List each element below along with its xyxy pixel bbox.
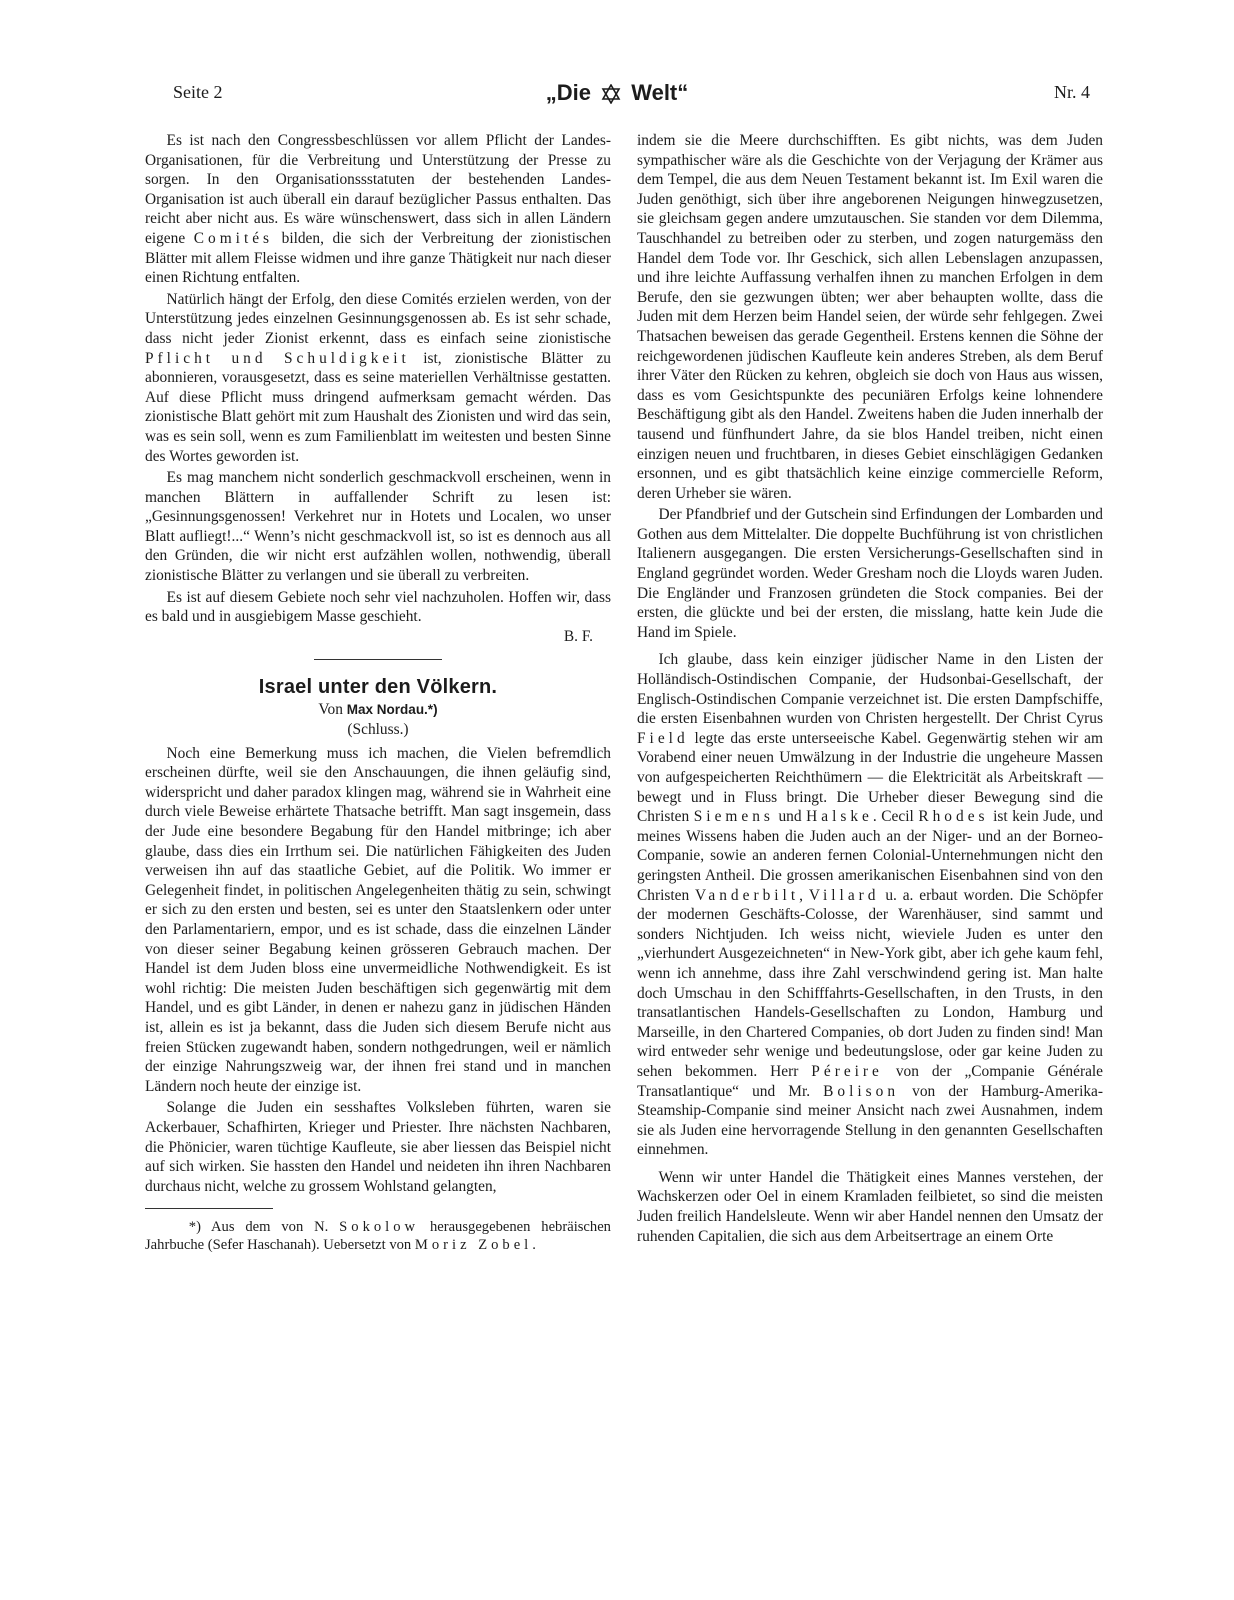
- author-initials: B. F.: [563, 627, 593, 645]
- paragraph: Wenn wir unter Handel die Thätigkeit eines Mannes verstehen, der Wachskerzen oder Oel in einem Kramladen feilbietet, so sind die meisten Juden freilich Handelsleute. Wenn wir aber Handel nennen den Umsatz der ruhenden Capitalien, die sich aus dem Arbeitsertrage an einem Orte: [637, 1168, 1103, 1245]
- paragraph: Noch eine Bemerkung muss ich machen, die Vielen befremdlich erscheinen dürfte, weil sie den Anschauungen, die ihnen geläufig sind, widerspricht und daher paradox klingen mag, während sie in Wahrheit eine durch viele Beweise erhärtete Thatsache betrifft. Man sagt insgemein, dass der Jude eine besondere Begabung für den Handel mitbringe; ich aber glaube, dass dies ein Irrthum sei. Die natürlichen Fähigkeiten des Juden verweisen ihn auf das staatliche Gebiet, auf die Politik. Wo immer er Gelegenheit findet, in politischen Angelegenheiten thätig zu sein, schwingt er sich zu den ersten und besten, sei es unter den Staatslenkern oder unter den Parlamentariern, empor, und es ist schade, dass die einzelnen Länder von dieser seiner Begabung keinen grösseren Gebrauch machen. Der Handel ist dem Juden bloss eine unvermeidliche Nothwendigkeit. Es ist wohl richtig: Die meisten Juden beschäftigen sich gegenwärtig mit dem Handel, und es gibt Länder, in denen er nahezu ganz in jüdischen Händen ist, allein es ist ja bekannt, dass die Juden sich diesem Berufe nicht aus freien Stücken zugewandt haben, sondern nothgedrungen, weil er nämlich der einzige Nahrungszweig war, der ihnen frei stand und in manchen Ländern noch heute der einzige ist.: [145, 744, 611, 1095]
- issue-number: Nr. 4: [1054, 82, 1090, 102]
- paragraph: Es mag manchem nicht sonderlich geschmackvoll erscheinen, wenn in manchen Blättern in auffallender Schrift zu lesen ist: „Gesinnungsgenossen! Verkehret nur in Hotets und Localen, wo unser Blatt aufliegt!...“ Wenn’s nicht geschmackvoll ist, so ist es dennoch aus all den Gründen, die wir nicht erst aufzählen wollen, nothwendig, überall zionistische Blätter zu verlangen und sie überall zu verbreiten.: [145, 469, 611, 585]
- masthead-title-left: „Die: [545, 80, 591, 105]
- continuation-note: (Schluss.): [347, 721, 409, 739]
- author-initials-row: [145, 627, 611, 647]
- spaced-word: Comités: [193, 229, 274, 247]
- paragraph: Es ist nach den Congressbeschlüssen vor allem Pflicht der Landes-Organisationen, für die Verbreitung und Unterstützung der Presse zu sorgen. In den Organisationssstatuten der bestehenden Landes-Organisation ist auch überall ein darauf bezüglicher Passus enthalten. Das reicht aber nicht aus. Es wäre wünschenswert, dass sich in allen Ländern eigene Comités bilden, die sich der Verbreitung der zionistischen Blätter mit allem Fleisse widmen und ihre ganze Thätigkeit nur nach dieser einen Richtung entfalten.: [145, 132, 611, 287]
- paragraph: indem sie die Meere durchschifften. Es gibt nichts, was dem Juden sympathischer wäre als die Geschichte von der Verjagung der Krämer aus dem Tempel, die aus dem Neuen Testament bekannt ist. Im Exil waren die Juden genöthigt, sich über ihre angeborenen Neigungen hinwegzusetzen, sie gleichsam gegen andere umzutauschen. Sie standen vor dem Dilemma, Tauschhandel zu betreiben oder zu sterben, und zogen naturgemäss den Handel dem Tode vor. Ihr Geschick, sich allen Lebenslagen anzupassen, und ihre leichte Auffassung verhalfen ihnen zu manchen Erfolgen in dem Berufe, den sie gezwungen übten; wer aber behaupten wollte, dass die Juden mit dem Herzen beim Handel seien, der würde sehr fehlgegen. Zwei Thatsachen beweisen das gerade Gegentheil. Erstens kennen die Söhne der reichgewordenen jüdischen Kaufleute kein anderes Streben, als dem Beruf ihrer Väter den Rücken zu kehren, obgleich sie doch von Haus aus wissen, dass es vom Gesichtspunkte des pecuniären Erfolgs keine lohnendere Beschäftigung gibt als den Handel. Zweitens haben die Juden innerhalb der tausend und fünfhundert Jahre, da sie blos Handel treiben, nicht einen einzigen neuen und fruchtbaren, in dieses Gebiet einschlägigen Gedanken ersonnen, und es gibt thatsächlich keine einzige commercielle Reform, deren Urheber sie wären.: [637, 132, 1103, 502]
- article-title: Israel unter den Völkern.: [258, 676, 498, 699]
- page-header: [0, 82, 1234, 112]
- footnote-divider: [145, 1208, 273, 1209]
- right-column: [637, 131, 1103, 1246]
- spaced-word: Pflicht und Schuldigkeit: [145, 349, 410, 367]
- footnote: *) Aus dem von N. Sokolow herausgegebenen hebräischen Jahrbuche (Sefer Haschanah). Uebersetzt von Moriz Zobel.: [145, 1219, 611, 1253]
- masthead-title: [0, 80, 1234, 106]
- section-divider: [314, 659, 442, 660]
- paragraph: Der Pfandbrief und der Gutschein sind Erfindungen der Lombarden und Gothen aus dem Mittelalter. Die doppelte Buchführung ist von christlichen Italienern ausgegangen. Die ersten Versicherungs-Gesellschaften sind in England gegründet worden. Weder Gresham noch die Lloyds waren Juden. Die Engländer und Franzosen gründeten die Stock companies. Bei der ersten, die glückte und bei der ersten, die misslang, hatte kein Jude die Hand im Spiele.: [637, 506, 1103, 641]
- author-name: Max Nordau.*): [346, 702, 438, 718]
- masthead-title-right: Welt“: [631, 80, 689, 105]
- paragraph: Solange die Juden ein sesshaftes Volksleben führten, waren sie Ackerbauer, Schafhirten, Krieger und Priester. Ihre nächsten Nachbaren, die Phönicier, waren tüchtige Kaufleute, sie aber liessen das Beispiel nicht auf sich wirken. Sie hassten den Handel und neideten ihn ihren Nachbaren durchaus nicht, welche zu grossem Wohlstand gelangten,: [145, 1099, 611, 1195]
- page-number: Seite 2: [173, 82, 223, 102]
- paragraph: Es ist auf diesem Gebiete noch sehr viel nachzuholen. Hoffen wir, dass es bald und in ausgiebigem Masse geschieht.: [145, 588, 611, 626]
- left-column: [145, 131, 611, 1254]
- paragraph: Ich glaube, dass kein einziger jüdischer Name in den Listen der Holländisch-Ostindischen Companie, der Hudsonbai-Gesellschaft, der Englisch-Ostindischen Companie verzeichnet ist. Die ersten Dampfschiffe, die ersten Eisenbahnen wurden von Christen hergestellt. Der Christ Cyrus Field legte das erste unterseeische Kabel. Gegenwärtig stehen wir am Vorabend einer neuen Umwälzung in der Industrie die ungeheure Massen von aufgespeicherten Reichthümern — die Elektricität als Arbeitskraft — bewegt und in Fluss bringt. Die Urheber dieser Bewegung sind die Christen Siemens und Halske. Cecil Rhodes ist kein Jude, und meines Wissens haben die Juden auch an der Niger- und an der Borneo-Companie, sowie an anderen fernen Colonial-Unternehmungen nicht den geringsten Antheil. Die grossen amerikanischen Eisenbahnen sind von den Christen Vanderbilt, Villard u. a. erbaut worden. Die Schöpfer der modernen Geschäfts-Colosse, der Warenhäuser, sind sammt und sonders Nichtjuden. Ich weiss nicht, wieviele Juden es unter den „vierhundert Ausgezeichneten“ in New-York gibt, aber ich gehe kaum fehl, wenn ich annehme, dass ihre Zahl verschwindend gering ist. Man halte doch Umschau in den Schifffahrts-Gesellschaften, in den Trusts, in den transatlantischen Handels-Gesellschaften zu London, Hamburg und Marseille, in den Chartered Companies, ob dort Juden zu finden sind! Man wird entweder sehr wenige und bedeutungslose, oder gar keine Juden zu sehen bekommen. Herr Péreire von der „Companie Générale Transatlantique“ und Mr. Bolison von der Hamburg-Amerika-Steamship-Companie sind meiner Ansicht nach zwei Ausnahmen, indem sie als Juden eine hervorragende Stellung in den genannten Gesellschaften einnehmen.: [637, 651, 1104, 1159]
- byline: Von Max Nordau.*): [318, 701, 438, 719]
- paragraph: Natürlich hängt der Erfolg, den diese Comités erzielen werden, von der Unterstützung jedes einzelnen Gesinnungsgenossen ab. Es ist sehr schade, dass nicht jeder Zionist erkennt, dass es einfach seine zionistische Pflicht und Schuldigkeit ist, zionistische Blätter zu abonnieren, vorausgesetzt, dass es seine materiellen Verhältnisse gestatten. Auf diese Pflicht muss dringend aufmerksam gemacht wérden. Das zionistische Blatt gehört mit zum Haushalt des Zionisten und wird das sein, was es sein soll, wenn es zum Familienblatt im weitesten und besten Sinne des Wortes geworden ist.: [145, 290, 611, 465]
- star-of-david-icon: [601, 84, 621, 104]
